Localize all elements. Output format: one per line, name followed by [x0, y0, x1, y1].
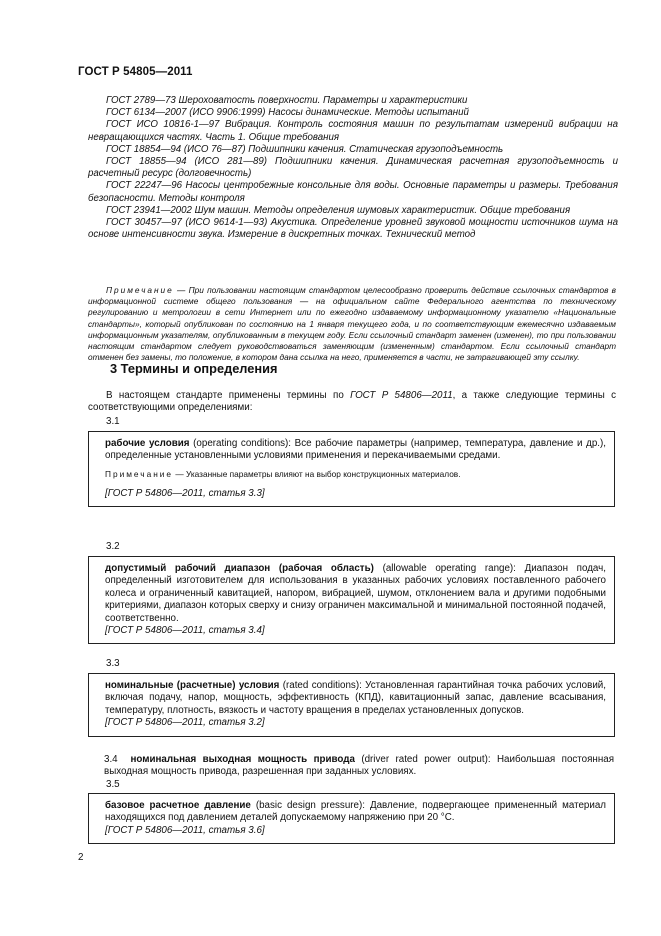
term-box-3-3: [88, 673, 615, 737]
reference-item: ГОСТ 23941—2002 Шум машин. Методы определения шумовых характеристик. Общие требования: [106, 204, 571, 216]
definition-text: (allowable operating range): Диапазон подач, определенный изготовителем для использования в указанных рабочих условиях поставленного рабочего колеса и ограниченный кавитацией, напором, вибрацией, шумом, отклонением вала и другими подобными критериями, диапазон которых сверху и снизу ограничен максимальной и минимальной постоянной подачей, соответственно.: [105, 563, 606, 624]
reference-item: ГОСТ 22247—96 Насосы центробежные консольные для воды. Основные параметры и размеры. Требования безопасности. Методы контроля: [88, 180, 618, 204]
term-source: [ГОСТ Р 54806—2011, статья 3.2]: [105, 717, 265, 729]
note-label: Примечание: [106, 285, 174, 295]
term-name: номинальная выходная мощность привода: [130, 754, 355, 765]
term-name: номинальные (расчетные) условия: [105, 680, 280, 691]
reference-item: ГОСТ 30457—97 (ИСО 9614-1—93) Акустика. Определение уровней звуковой мощности источников шума на основе интенсивности звука. Измерение в дискретных точках. Технический метод: [88, 217, 618, 241]
term-definition: [105, 680, 606, 717]
term-name: рабочие условия: [105, 438, 190, 449]
note-text: — При пользовании настоящим стандартом целесообразно проверить действие ссылочных стандартов в информационной системе общего пользования — на официальном сайте Федерального агентства по техническому регулированию и метрологии в сети Интернет или по ежегодно издаваемому информационному указателю «Национальные стандарты», который опубликован по состоянию на 1 января текущего года, и по соответствующим ежемесячно издаваемым информационным указателям, опубликованным в текущем году. Если ссылочный стандарт заменен (изменен), то при пользовании настоящим стандартом следует руководствоваться заменяющим (измененным) стандартом. Если ссылочный стандарт отменен без замены, то положение, в котором дана ссылка на него, применяется в части, не затрагивающей эту ссылку.: [88, 285, 616, 363]
term-definition: [105, 563, 606, 625]
normative-references: [88, 95, 618, 241]
definition-text: (rated conditions): Установленная гарантийная точка рабочих условий, включая подачу, напор, мощность, эффективность (КПД), кавитационный запас, давление всасывания, температуру, плотность, вязкость и частоту вращения в пределах установленных допусков.: [105, 680, 607, 716]
intro-text: В настоящем стандарте применены термины по: [106, 390, 351, 401]
term-name: базовое расчетное давление: [105, 800, 251, 811]
definition-text: (driver rated power output): Наибольшая постоянная выходная мощность привода, разрешенная при заданных условиях.: [104, 754, 614, 778]
term-box-3-1: [88, 431, 615, 507]
reference-item: ГОСТ ИСО 10816-1—97 Вибрация. Контроль состояния машин по результатам измерений вибрации на невращающихся частях. Часть 1. Общие требования: [88, 119, 618, 143]
page-number: 2: [78, 852, 84, 863]
intro-reference: ГОСТ Р 54806—2011: [350, 390, 453, 401]
document-header: ГОСТ Р 54805—2011: [78, 66, 193, 78]
reference-item: ГОСТ 2789—73 Шероховатость поверхности. Параметры и характеристики: [106, 95, 468, 106]
term-source: [ГОСТ Р 54806—2011, статья 3.4]: [105, 625, 265, 637]
reference-item: ГОСТ 18855—94 (ИСО 281—89) Подшипники качения. Динамическая расчетная грузоподъемность и расчетный ресурс (долговечность): [88, 156, 618, 180]
intro-text: , а также следующие термины с соответствующими определениями:: [88, 390, 616, 414]
reference-item: ГОСТ 18854—94 (ИСО 76—87) Подшипники качения. Статическая грузоподъемность: [106, 143, 504, 155]
section-intro: [88, 390, 616, 415]
term-number: 3.4: [104, 754, 118, 765]
term-number: 3.5: [106, 779, 120, 790]
note-text: — Указанные параметры влияют на выбор конструкционных материалов.: [175, 468, 461, 479]
term-box-3-2: [88, 556, 615, 644]
term-source: [ГОСТ Р 54806—2011, статья 3.6]: [105, 824, 265, 836]
references-note: [88, 285, 616, 363]
definition-text: (basic design pressure): Давление, подвергающее примененный материал находящихся под давлением деталей допускаемому напряжению при 20 °С.: [105, 800, 606, 824]
term-3-4: [104, 754, 614, 779]
term-box-3-5: [88, 793, 615, 844]
term-source: [ГОСТ Р 54806—2011, статья 3.3]: [105, 487, 265, 499]
section-title: 3 Термины и определения: [110, 361, 278, 376]
term-number: 3.3: [106, 658, 120, 669]
reference-item: ГОСТ 6134—2007 (ИСО 9906:1999) Насосы динамические. Методы испытаний: [106, 107, 469, 119]
term-name: допустимый рабочий диапазон (рабочая область): [105, 563, 374, 574]
definition-text: (operating conditions): Все рабочие параметры (например, температура, давление и др.), определенные установленными условиями применения и перекачиваемыми средами.: [105, 438, 606, 462]
term-number: 3.1: [106, 416, 120, 427]
term-definition: [105, 438, 606, 463]
term-note: [105, 469, 606, 480]
term-definition: [105, 800, 606, 825]
note-label: Примечание: [105, 468, 174, 479]
term-number: 3.2: [106, 541, 120, 552]
